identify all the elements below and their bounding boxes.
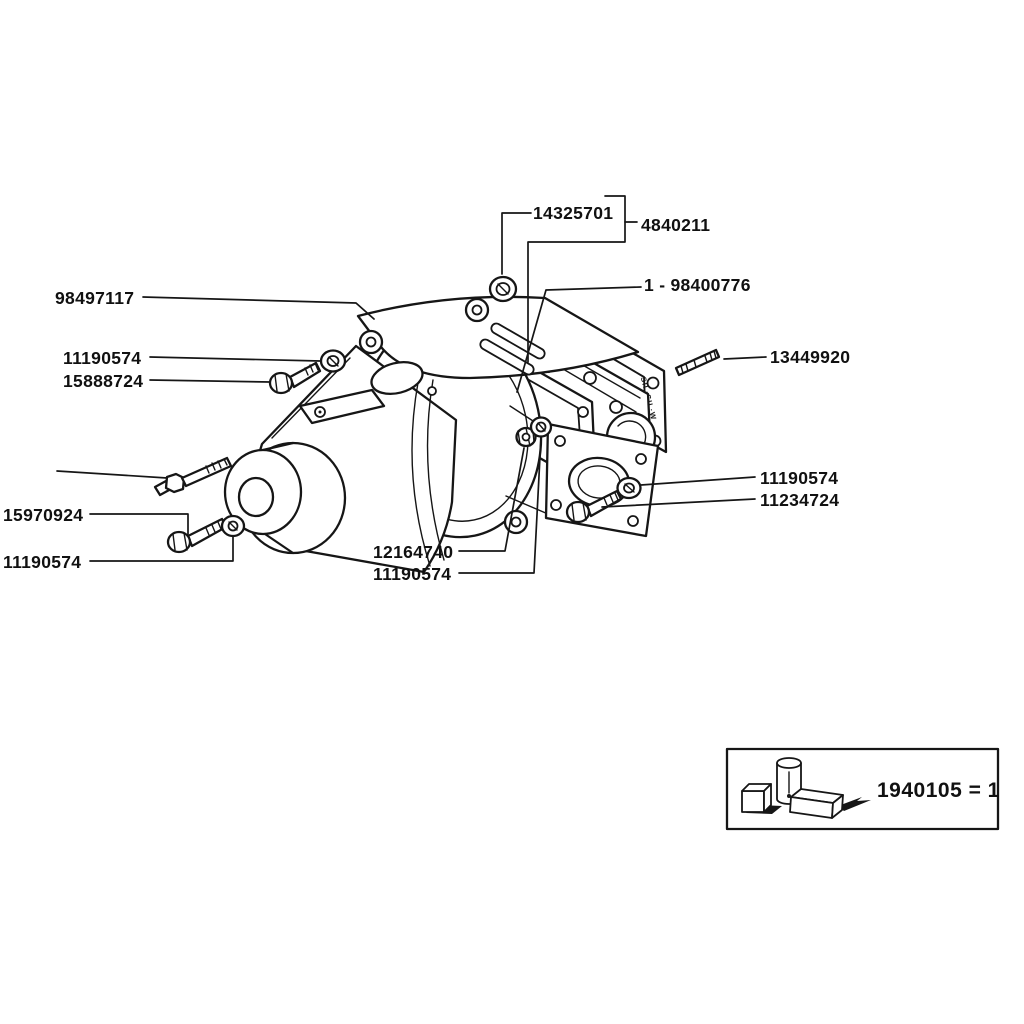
part-label-4840211: 4840211 [641,215,711,235]
stud-drawing-long [155,458,231,495]
leader-15970924 [90,514,188,534]
part-label-11234724: 11234724 [760,490,840,510]
part-label-12164740: 12164740 [373,542,454,562]
part-label-98400776: 1 - 98400776 [644,275,751,295]
washer-drawing-left [321,351,345,372]
washer-drawing-right [618,478,641,498]
part-label-98497117: 98497117 [55,288,135,308]
leader-11190574-left [150,357,320,361]
washer-drawing-mid [531,418,551,437]
leader-15888724 [150,380,270,382]
part-label-11190574-bottom-center: 11190574 [373,564,452,584]
part-label-13449920: 13449920 [770,347,851,367]
washer-drawing-top [490,277,516,301]
legend-box [727,749,1000,829]
leader-14325701 [502,213,531,274]
leader-11190574-bottom-left [90,537,233,561]
leader-unlabeled [57,471,167,478]
part-label-11190574-right: 11190574 [760,468,839,488]
part-label-15970924: 15970924 [3,505,84,525]
leader-11190574-right [641,477,755,485]
leader-13449920 [724,357,766,359]
bolt-drawing-15970924 [168,519,226,552]
part-label-11190574-bottom-left: 11190574 [3,552,82,572]
water-pump-drawing [225,297,658,572]
part-label-15888724: 15888724 [63,371,144,391]
washer-drawing-bottom-left [222,516,244,536]
legend-label: 1940105 = 1 [877,779,1000,802]
part-label-11190574-left: 11190574 [63,348,142,368]
bolt-drawing-15888724 [270,363,320,393]
part-label-14325701: 14325701 [533,203,614,223]
stud-drawing-13449920 [676,350,719,375]
leader-98497117 [143,297,374,319]
